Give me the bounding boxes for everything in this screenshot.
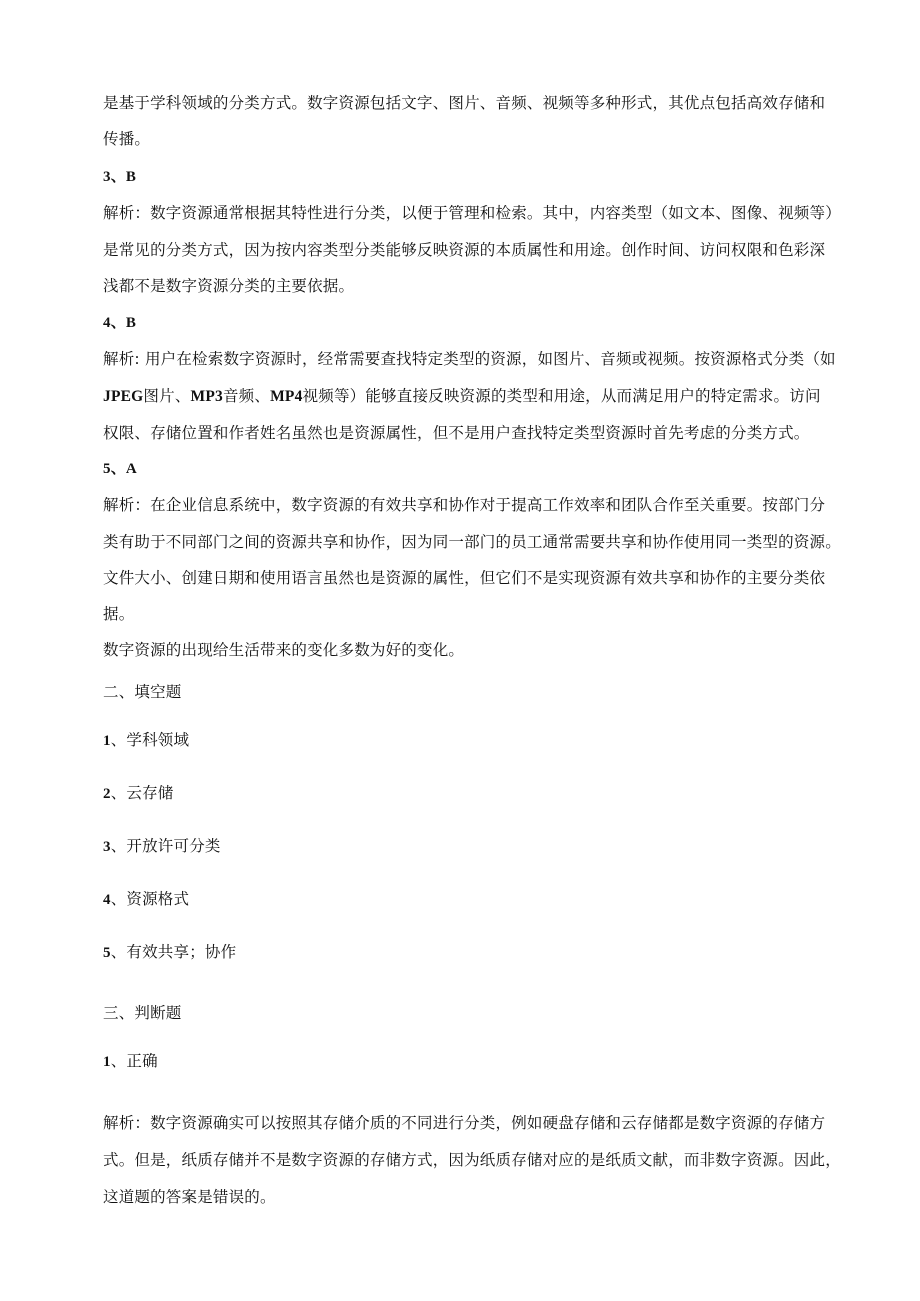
explanation-line: 这道题的答案是错误的。 bbox=[103, 1188, 276, 1206]
explanation-line: 是常见的分类方式，因为按内容类型分类能够反映资源的本质属性和用途。创作时间、访问权限和色彩深 bbox=[103, 241, 826, 259]
section-heading-fill-in: 二、填空题 bbox=[103, 683, 182, 701]
text-segment: 视频等）能够直接反映资源的类型和用途，从而满足用户的特定需求。访问 bbox=[302, 387, 821, 405]
explanation-line: 解析：数字资源确实可以按照其存储介质的不同进行分类，例如硬盘存储和云存储都是数字资源的存储方 bbox=[103, 1114, 826, 1132]
explanation-line: 据。 bbox=[103, 605, 135, 623]
format-mp3: MP3 bbox=[190, 388, 223, 405]
fill-in-answer bbox=[103, 889, 189, 910]
answer-index: 4 bbox=[103, 892, 111, 908]
answer-text: 、开放许可分类 bbox=[110, 837, 221, 855]
judge-answer bbox=[103, 1051, 158, 1072]
text-segment: 音频、 bbox=[222, 387, 271, 405]
answer-index: 1 bbox=[103, 733, 111, 749]
explanation-line-mixed bbox=[103, 386, 821, 407]
answer-index: 1 bbox=[103, 1054, 111, 1070]
fill-in-answer bbox=[103, 942, 236, 963]
answer-number-4: 4、B bbox=[103, 315, 137, 331]
explanation-line: 浅都不是数字资源分类的主要依据。 bbox=[103, 277, 355, 295]
explanation-line: 解析：数字资源通常根据其特性进行分类，以便于管理和检索。其中，内容类型（如文本、图像、视频等） bbox=[103, 204, 841, 222]
fill-in-answer bbox=[103, 730, 189, 751]
section-heading-judge: 三、判断题 bbox=[103, 1004, 182, 1022]
format-jpeg: JPEG bbox=[103, 388, 144, 405]
answer-text: 、学科领域 bbox=[110, 731, 190, 749]
answer-text: 、资源格式 bbox=[110, 890, 190, 908]
answer-index: 2 bbox=[103, 786, 111, 802]
paragraph-line: 传播。 bbox=[103, 130, 151, 148]
note-line: 数字资源的出现给生活带来的变化多数为好的变化。 bbox=[103, 641, 465, 659]
text-segment: 图片、 bbox=[143, 387, 191, 405]
explanation-line: 解析：在企业信息系统中，数字资源的有效共享和协作对于提高工作效率和团队合作至关重要。按部门分 bbox=[103, 496, 826, 514]
answer-text: 、有效共享；协作 bbox=[110, 943, 237, 961]
answer-text: 、云存储 bbox=[110, 784, 174, 802]
explanation-line: 权限、存储位置和作者姓名虽然也是资源属性，但不是用户查找特定类型资源时首先考虑的分类方式。 bbox=[103, 424, 810, 442]
fill-in-answer bbox=[103, 836, 221, 857]
answer-number-3: 3、B bbox=[103, 169, 137, 185]
answer-number-5: 5、A bbox=[103, 461, 137, 477]
answer-index: 5 bbox=[103, 945, 111, 961]
answer-index: 3 bbox=[103, 839, 111, 855]
explanation-line: 文件大小、创建日期和使用语言虽然也是资源的属性，但它们不是实现资源有效共享和协作的主要分类依 bbox=[103, 569, 826, 587]
explanation-line: 式。但是，纸质存储并不是数字资源的存储方式，因为纸质存储对应的是纸质文献，而非数字资源。因此， bbox=[103, 1151, 841, 1169]
paragraph-line: 是基于学科领域的分类方式。数字资源包括文字、图片、音频、视频等多种形式，其优点包括高效存储和 bbox=[103, 94, 826, 112]
explanation-line: 类有助于不同部门之间的资源共享和协作，因为同一部门的员工通常需要共享和协作使用同一类型的资源。 bbox=[103, 533, 841, 551]
fill-in-answer bbox=[103, 783, 174, 804]
answer-text: 、正确 bbox=[110, 1052, 158, 1070]
format-mp4: MP4 bbox=[270, 388, 303, 405]
explanation-line: 解析: 用户在检索数字资源时，经常需要查找特定类型的资源，如图片、音频或视频。按资源格式分类（如 bbox=[103, 350, 836, 368]
